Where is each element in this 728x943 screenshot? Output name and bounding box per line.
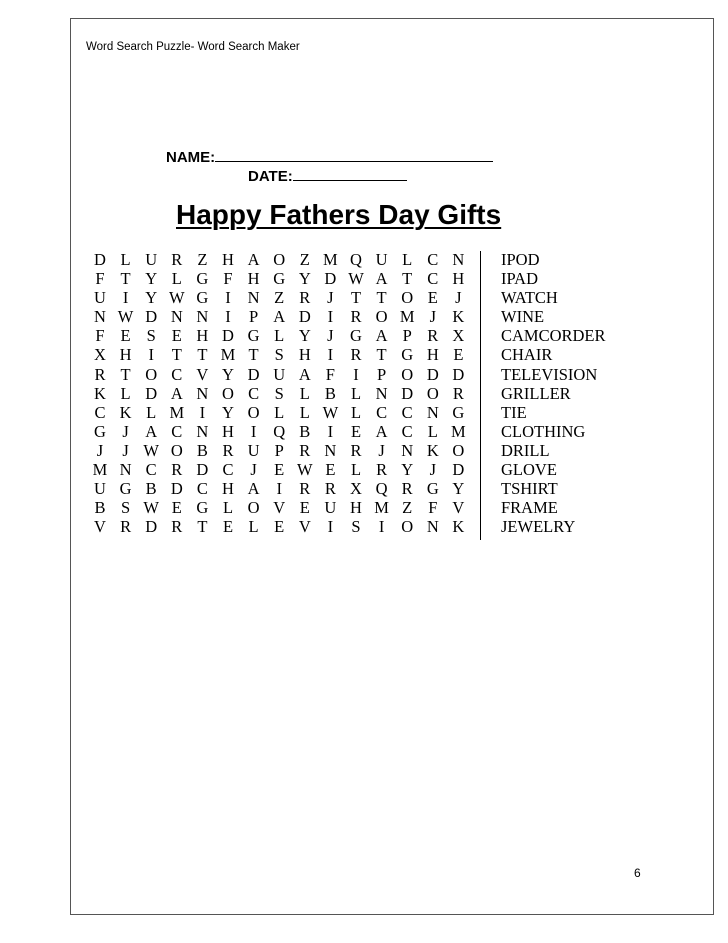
word-list (501, 250, 606, 536)
grid-letter[interactable]: T (402, 269, 413, 289)
grid-letter[interactable]: F (428, 498, 438, 518)
grid-letter[interactable]: A (247, 479, 260, 499)
grid-letter[interactable]: S (351, 517, 361, 537)
grid-letter[interactable]: T (197, 517, 208, 537)
grid-letter[interactable]: R (452, 383, 464, 403)
grid-letter[interactable]: C (222, 460, 234, 480)
grid-letter[interactable]: T (171, 345, 182, 365)
grid-letter[interactable]: F (95, 269, 105, 289)
grid-letter[interactable]: B (324, 383, 336, 403)
grid-letter[interactable]: L (299, 383, 310, 403)
word-list-item: TIE (501, 402, 527, 422)
grid-letter[interactable]: A (298, 364, 311, 384)
word-list-item: WINE (501, 307, 545, 327)
grid-letter[interactable]: Y (222, 364, 234, 384)
grid-letter[interactable]: N (196, 383, 209, 403)
grid-letter[interactable]: S (274, 345, 284, 365)
grid-letter[interactable]: D (298, 307, 311, 327)
grid-letter[interactable]: L (299, 402, 310, 422)
grid-letter[interactable]: O (401, 517, 414, 537)
grid-letter[interactable]: K (119, 402, 132, 422)
grid-letter[interactable]: E (453, 345, 464, 365)
grid-letter[interactable]: Z (197, 250, 208, 269)
grid-letter[interactable]: Y (222, 402, 234, 422)
grid-letter[interactable]: P (274, 440, 284, 460)
grid-letter[interactable]: C (171, 421, 183, 441)
grid-letter[interactable]: A (247, 250, 260, 269)
grid-letter[interactable]: I (327, 307, 334, 327)
grid-letter[interactable]: E (120, 326, 131, 346)
grid-letter[interactable]: R (350, 307, 362, 327)
grid-letter[interactable]: O (145, 364, 158, 384)
grid-letter[interactable]: D (145, 383, 158, 403)
grid-letter[interactable]: G (247, 326, 260, 346)
grid-letter[interactable]: W (143, 498, 159, 518)
grid-letter[interactable]: L (350, 383, 362, 403)
grid-letter[interactable]: C (401, 402, 413, 422)
grid-letter[interactable]: L (427, 421, 438, 441)
word-list-item: CLOTHING (501, 421, 586, 441)
grid-letter[interactable]: N (170, 307, 183, 327)
grid-letter[interactable]: H (452, 269, 465, 289)
grid-letter[interactable]: Y (145, 269, 158, 289)
grid-letter[interactable]: Z (402, 498, 413, 518)
word-list-item: FRAME (501, 498, 558, 518)
grid-letter[interactable]: E (299, 498, 310, 518)
grid-letter[interactable]: P (377, 364, 387, 384)
grid-letter[interactable]: X (452, 326, 465, 346)
grid-letter[interactable]: D (452, 364, 465, 384)
page-number: 6 (634, 866, 641, 880)
grid-letter[interactable]: U (94, 479, 106, 499)
grid-letter[interactable]: I (276, 479, 282, 499)
grid-letter[interactable]: M (169, 402, 185, 422)
grid-letter[interactable]: N (426, 517, 439, 537)
grid-letter[interactable]: B (196, 440, 208, 460)
grid-letter[interactable]: G (196, 498, 209, 518)
grid-letter[interactable]: C (145, 460, 157, 480)
grid-letter[interactable]: R (171, 460, 183, 480)
grid-letter[interactable]: J (378, 440, 385, 460)
grid-letter[interactable]: K (94, 383, 106, 403)
puzzle-title: Happy Fathers Day Gifts (176, 199, 502, 230)
grid-letter[interactable]: C (248, 383, 260, 403)
name-blank[interactable] (215, 147, 493, 162)
grid-letter[interactable]: W (348, 269, 364, 289)
grid-letter[interactable]: Q (273, 421, 286, 441)
grid-divider (480, 251, 481, 540)
grid-letter[interactable]: G (350, 326, 362, 346)
grid-letter[interactable]: B (94, 498, 106, 518)
grid-letter[interactable]: F (223, 269, 233, 289)
grid-letter[interactable]: E (171, 498, 182, 518)
grid-letter[interactable]: Z (274, 288, 285, 308)
grid-letter[interactable]: R (222, 440, 234, 460)
grid-letter[interactable]: M (399, 307, 415, 327)
grid-letter[interactable]: T (248, 345, 259, 365)
grid-letter[interactable]: D (145, 517, 158, 537)
grid-letter[interactable]: A (273, 307, 286, 327)
grid-letter[interactable]: E (171, 326, 182, 346)
grid-letter[interactable]: T (376, 345, 387, 365)
grid-letter[interactable]: R (94, 364, 106, 384)
grid-letter[interactable]: Y (452, 479, 465, 499)
date-label: DATE: (248, 168, 293, 185)
grid-letter[interactable]: D (170, 479, 183, 499)
grid-letter[interactable]: I (327, 421, 334, 441)
grid-letter[interactable]: T (120, 269, 131, 289)
grid-letter[interactable]: W (169, 288, 185, 308)
grid-letter[interactable]: E (427, 288, 438, 308)
grid-letter[interactable]: E (274, 517, 285, 537)
grid-letter[interactable]: C (427, 269, 439, 289)
grid-letter[interactable]: H (222, 479, 234, 499)
grid-letter[interactable]: M (323, 250, 338, 269)
grid-letter[interactable]: S (274, 383, 284, 403)
grid-letter[interactable]: I (250, 421, 257, 441)
grid-letter[interactable]: L (274, 326, 285, 346)
grid-letter[interactable]: I (122, 288, 129, 308)
grid-letter[interactable]: J (455, 288, 462, 308)
grid-letter[interactable]: H (350, 498, 362, 518)
word-list-item: GRILLER (501, 383, 571, 403)
grid-letter[interactable]: Y (401, 460, 414, 480)
grid-letter[interactable]: F (95, 326, 105, 346)
grid-letter[interactable]: N (94, 307, 106, 327)
grid-letter[interactable]: I (199, 402, 206, 422)
grid-letter[interactable]: O (170, 440, 183, 460)
grid-letter[interactable]: N (324, 440, 337, 460)
grid-letter[interactable]: P (402, 326, 412, 346)
word-list-item: IPOD (501, 250, 540, 269)
grid-letter[interactable]: C (376, 402, 388, 422)
grid-letter[interactable]: P (249, 307, 259, 327)
grid-letter[interactable]: E (350, 421, 362, 441)
name-field[interactable] (166, 147, 493, 166)
grid-letter[interactable]: G (94, 421, 106, 441)
grid-letter[interactable]: H (222, 421, 234, 441)
grid-letter[interactable]: R (171, 517, 183, 537)
grid-letter[interactable]: R (120, 517, 132, 537)
grid-letter[interactable]: G (452, 402, 465, 422)
grid-letter[interactable]: H (247, 269, 260, 289)
grid-letter[interactable]: L (350, 402, 362, 422)
grid-letter[interactable]: D (145, 307, 158, 327)
grid-letter[interactable]: R (376, 460, 388, 480)
grid-letter[interactable]: X (94, 345, 106, 365)
grid-letter[interactable]: H (119, 345, 132, 365)
grid-letter[interactable]: R (299, 440, 311, 460)
grid-letter[interactable]: Z (299, 250, 310, 269)
grid-letter[interactable]: H (426, 345, 439, 365)
grid-letter[interactable]: E (274, 460, 285, 480)
word-list-item: DRILL (501, 440, 550, 460)
grid-letter[interactable]: N (452, 250, 465, 269)
grid-letter[interactable]: K (426, 440, 439, 460)
grid-letter[interactable]: M (92, 460, 108, 480)
grid-letter[interactable]: T (350, 288, 362, 308)
grid-letter[interactable]: H (298, 345, 311, 365)
grid-letter[interactable]: D (324, 269, 337, 289)
grid-letter[interactable]: V (94, 517, 106, 537)
grid-letter[interactable]: S (146, 326, 156, 346)
grid-letter[interactable]: N (401, 440, 414, 460)
grid-letter[interactable]: M (451, 421, 466, 441)
grid-letter[interactable]: L (402, 250, 413, 269)
grid-letter[interactable]: O (247, 498, 260, 518)
grid-letter[interactable]: N (119, 460, 132, 480)
grid-letter[interactable]: J (429, 307, 436, 327)
grid-letter[interactable]: I (225, 288, 231, 308)
grid-letter[interactable]: R (299, 479, 311, 499)
grid-letter[interactable]: O (273, 250, 286, 269)
grid-letter[interactable]: L (146, 402, 157, 422)
grid-letter[interactable]: D (94, 250, 106, 269)
grid-letter[interactable]: V (273, 498, 286, 518)
grid-letter[interactable]: O (222, 383, 234, 403)
grid-letter[interactable]: Q (350, 250, 362, 269)
grid-letter[interactable]: E (222, 517, 234, 537)
grid-letter[interactable]: J (327, 288, 334, 308)
grid-letter[interactable]: J (327, 326, 334, 346)
grid-letter[interactable]: N (247, 288, 260, 308)
grid-letter[interactable]: R (401, 479, 413, 499)
word-list-item: GLOVE (501, 460, 557, 480)
grid-letter[interactable]: H (196, 326, 209, 346)
grid-letter[interactable]: D (426, 364, 439, 384)
grid-letter[interactable]: A (375, 421, 388, 441)
grid-letter[interactable]: I (353, 364, 359, 384)
grid-letter[interactable]: M (374, 498, 389, 518)
grid-letter[interactable]: G (273, 269, 286, 289)
grid-letter[interactable]: U (145, 250, 158, 269)
grid-letter[interactable]: B (145, 479, 157, 499)
grid-letter[interactable]: N (426, 402, 439, 422)
grid-letter[interactable]: D (401, 383, 414, 403)
grid-letter[interactable]: L (171, 269, 182, 289)
grid-letter[interactable]: O (426, 383, 439, 403)
grid-letter[interactable]: V (298, 517, 311, 537)
grid-letter[interactable]: O (401, 288, 414, 308)
grid-letter[interactable]: R (427, 326, 439, 346)
grid-letter[interactable]: O (247, 402, 260, 422)
grid-letter[interactable]: R (324, 479, 336, 499)
grid-letter[interactable]: I (378, 517, 385, 537)
word-list-item: TSHIRT (501, 479, 558, 499)
grid-letter[interactable]: I (327, 345, 334, 365)
grid-letter[interactable]: G (426, 479, 439, 499)
grid-letter[interactable]: L (120, 250, 131, 269)
grid-letter[interactable]: W (117, 307, 134, 327)
grid-letter[interactable]: V (452, 498, 465, 518)
name-label: NAME: (166, 149, 216, 166)
word-list-item: CAMCORDER (501, 326, 606, 346)
grid-letter[interactable]: N (196, 421, 209, 441)
grid-letter[interactable]: C (401, 421, 413, 441)
grid-letter[interactable]: I (327, 517, 334, 537)
grid-letter[interactable]: T (197, 345, 208, 365)
grid-letter[interactable]: T (120, 364, 131, 384)
grid-letter[interactable]: S (121, 498, 131, 518)
grid-letter[interactable]: I (148, 345, 154, 365)
grid-letter[interactable]: G (196, 288, 209, 308)
grid-letter[interactable]: Y (298, 326, 311, 346)
grid-letter[interactable]: G (401, 345, 414, 365)
grid-letter[interactable]: A (375, 326, 388, 346)
grid-letter[interactable]: A (375, 269, 388, 289)
grid-letter[interactable]: E (325, 460, 336, 480)
grid-letter[interactable]: J (250, 460, 257, 480)
grid-letter[interactable]: J (122, 440, 129, 460)
grid-letter[interactable]: V (196, 364, 209, 384)
grid-letter[interactable]: L (274, 402, 285, 422)
word-list-item: TELEVISION (501, 364, 598, 384)
grid-letter[interactable]: R (350, 345, 362, 365)
grid-letter[interactable]: U (375, 250, 388, 269)
grid-letter[interactable]: L (248, 517, 259, 537)
grid-letter[interactable]: N (196, 307, 209, 327)
grid-letter[interactable]: O (452, 440, 465, 460)
grid-letter[interactable]: R (350, 440, 362, 460)
grid-letter[interactable]: Y (298, 269, 311, 289)
grid-letter[interactable]: O (401, 364, 414, 384)
grid-letter[interactable]: F (325, 364, 335, 384)
grid-letter[interactable]: H (222, 250, 234, 269)
grid-letter[interactable]: G (196, 269, 209, 289)
grid-letter[interactable]: U (247, 440, 260, 460)
grid-letter[interactable]: L (222, 498, 234, 518)
grid-letter[interactable]: L (350, 460, 362, 480)
grid-letter[interactable]: D (247, 364, 260, 384)
grid-letter[interactable]: J (122, 421, 129, 441)
grid-letter[interactable]: G (119, 479, 132, 499)
grid-letter[interactable]: X (350, 479, 362, 499)
grid-letter[interactable]: B (299, 421, 311, 441)
grid-letter[interactable]: T (376, 288, 387, 308)
word-list-item: WATCH (501, 288, 558, 308)
grid-letter[interactable]: J (96, 440, 104, 460)
grid-letter[interactable]: R (299, 288, 311, 308)
grid-letter[interactable]: D (452, 460, 465, 480)
grid-letter[interactable]: U (273, 364, 286, 384)
grid-letter[interactable]: D (222, 326, 234, 346)
grid-letter[interactable]: N (375, 383, 388, 403)
grid-letter[interactable]: C (94, 402, 106, 422)
grid-letter[interactable]: D (196, 460, 209, 480)
word-list-item: IPAD (501, 269, 538, 289)
grid-letter[interactable]: W (297, 460, 313, 480)
grid-letter[interactable]: U (94, 288, 106, 308)
grid-letter[interactable]: C (171, 364, 183, 384)
grid-letter[interactable]: R (171, 250, 183, 269)
grid-letter[interactable]: A (170, 383, 183, 403)
word-list-item: JEWELRY (501, 517, 576, 537)
page-header: Word Search Puzzle- Word Search Maker (86, 41, 300, 53)
date-field[interactable] (248, 166, 407, 185)
grid-letter[interactable]: W (143, 440, 159, 460)
grid-letter[interactable]: O (375, 307, 388, 327)
grid-letter[interactable]: L (120, 383, 131, 403)
grid-letter[interactable]: J (429, 460, 436, 480)
grid-letter[interactable]: K (452, 517, 465, 537)
grid-letter[interactable]: M (220, 345, 236, 365)
grid-letter[interactable]: C (196, 479, 208, 499)
grid-letter[interactable]: I (225, 307, 231, 327)
grid-letter[interactable]: W (322, 402, 339, 422)
grid-letter[interactable]: A (145, 421, 158, 441)
grid-letter[interactable]: Q (375, 479, 388, 499)
date-blank[interactable] (293, 166, 407, 181)
grid-letter[interactable]: C (427, 250, 439, 269)
grid-letter[interactable]: Y (145, 288, 158, 308)
word-list-item: CHAIR (501, 345, 553, 365)
grid-letter[interactable]: K (452, 307, 465, 327)
grid-letter[interactable]: U (324, 498, 337, 518)
